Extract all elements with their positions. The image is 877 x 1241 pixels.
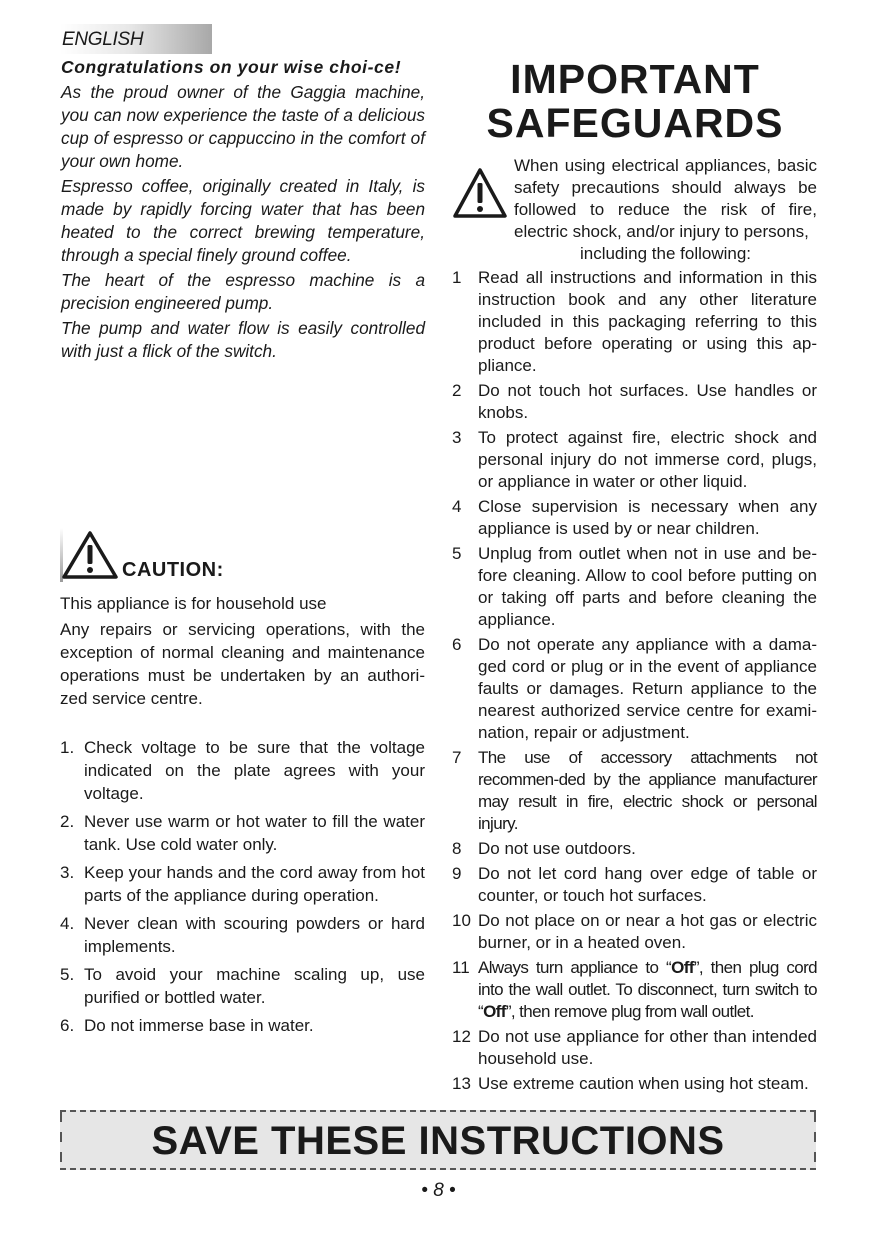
safeguards-list [452, 267, 817, 1098]
list-item: 8 Do not use outdoors. [452, 839, 636, 858]
caution-section [60, 528, 425, 1042]
caution-header [60, 528, 425, 582]
list-item: 5. To avoid your machine scaling up, use purified or bottled water. [60, 965, 425, 1007]
intro-section [61, 56, 425, 365]
list-item: 11 Always turn appliance to “Off”, then plug cord into the wall outlet. To disconnect, turn switch to “Off”, then remove plug from wall outlet. [452, 958, 817, 1021]
list-item: 4. Never clean with scouring powders or hard implements. [60, 914, 425, 956]
list-item: 7 The use of accessory attachments not recommen-ded by the appliance manufacturer may result in fire, electric shock or personal injury. [452, 748, 817, 833]
list-item: 1 Read all instructions and information in this instruction book and any other literature included in this packaging referring to this product before operating or using this ap-pliance. [452, 268, 817, 375]
language-tab: ENGLISH [60, 24, 212, 54]
caution-household-note: This appliance is for household use [60, 594, 327, 613]
list-item: 3 To protect against fire, electric shock and personal injury do not immerse cord, plugs, or appliance in water or other liquid. [452, 428, 817, 491]
safeguards-intro-text: When using electrical appliances, basic safety precautions should always be followed to reduce the risk of fire, electric shock, and/or injury to persons, including the following: [514, 156, 817, 263]
intro-paragraph: As the proud owner of the Gaggia machine, you can now experience the taste of a delicious cup of espresso or cappuccino in the comfort of your own home. [61, 82, 425, 171]
list-item: 10 Do not place on or near a hot gas or electric burner, or in a heated oven. [452, 911, 817, 952]
save-instructions-text: SAVE THESE INSTRUCTIONS [151, 1119, 725, 1163]
caution-title: CAUTION: [122, 559, 224, 581]
list-item: 5 Unplug from outlet when not in use and be-fore cleaning. Allow to cool before putting on or taking off parts and before cleaning the appliance. [452, 544, 817, 629]
list-item: 4 Close supervision is necessary when any appliance is used by or near children. [452, 497, 817, 538]
caution-service-note: Any repairs or servicing operations, with the exception of normal cleaning and maintenance operations must be undertaken by an authori-zed service centre. [60, 620, 425, 708]
safeguards-intro [452, 155, 817, 265]
intro-paragraph: The heart of the espresso machine is a precision engineered pump. [61, 270, 425, 313]
intro-headline: Congratulations on your wise choi-ce! [61, 57, 402, 77]
list-item: 2 Do not touch hot surfaces. Use handles or knobs. [452, 381, 817, 422]
warning-icon [452, 167, 508, 219]
list-item: 13 Use extreme caution when using hot steam. [452, 1074, 809, 1093]
list-item: 6. Do not immerse base in water. [60, 1016, 314, 1035]
list-item: 1. Check voltage to be sure that the voltage indicated on the plate agrees with your voltage. [60, 738, 425, 803]
list-item: 3. Keep your hands and the cord away from hot parts of the appliance during operation. [60, 863, 425, 905]
list-item: 12 Do not use appliance for other than intended household use. [452, 1027, 817, 1068]
save-instructions-banner [60, 1110, 816, 1170]
list-item: 6 Do not operate any appliance with a dama-ged cord or plug or in the event of appliance faults or damages. Return appliance to the nearest authorized service centre for exami-nation, repair or adjustment. [452, 635, 817, 742]
intro-paragraph: Espresso coffee, originally created in Italy, is made by rapidly forcing water that has been heated to the correct brewing temperature, through a special finely ground coffee. [61, 176, 425, 265]
safeguards-title: IMPORTANT SAFEGUARDS [486, 56, 784, 146]
caution-list [60, 736, 425, 1037]
warning-icon [60, 528, 120, 582]
intro-paragraph: The pump and water flow is easily controlled with just a flick of the switch. [61, 318, 425, 361]
list-item: 2. Never use warm or hot water to fill the water tank. Use cold water only. [60, 812, 425, 854]
list-item: 9 Do not let cord hang over edge of table or counter, or touch hot surfaces. [452, 864, 817, 905]
page-number: • 8 • [421, 1180, 456, 1201]
